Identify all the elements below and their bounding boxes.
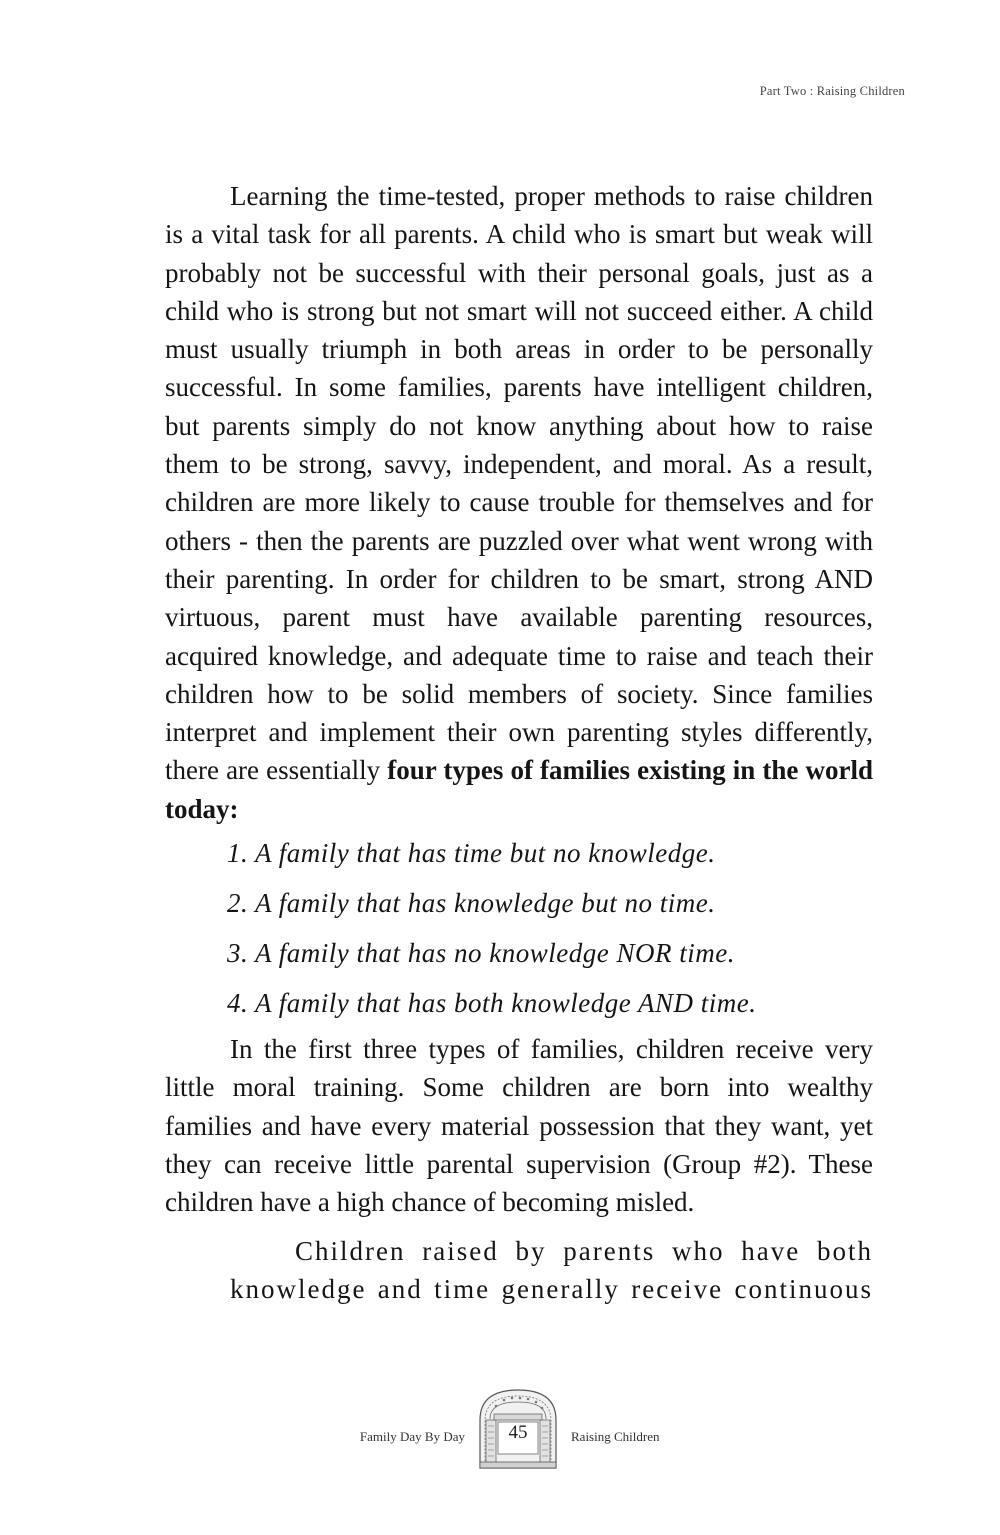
running-header: Part Two : Raising Children (759, 84, 905, 98)
page-body (165, 177, 873, 1308)
list-item-number: 1. (227, 838, 249, 869)
family-types-list (165, 828, 873, 1028)
footer-book-title: Family Day By Day (359, 1429, 465, 1444)
list-item (227, 878, 873, 928)
list-item (227, 828, 873, 878)
list-item-number: 4. (227, 988, 249, 1019)
list-item-number: 2. (227, 888, 249, 919)
list-item (227, 978, 873, 1028)
paragraph-intro-bold: four types of families existing in the world today: (165, 755, 873, 824)
footer-section-title: Raising Children (571, 1429, 660, 1444)
paragraph-intro (165, 177, 873, 828)
list-item (227, 928, 873, 978)
paragraph-first-three: In the first three types of families, children receive very little moral training. Some children are born into wealthy families and have every material possession that they want, yet they can receive little parental supervision (Group #2). These children have a high chance of becoming misled. (165, 1034, 873, 1218)
page-footer (0, 1386, 1000, 1471)
list-item-number: 3. (227, 938, 249, 969)
list-item-text: A family that has both knowledge AND time. (255, 988, 757, 1019)
list-item-text: A family that has time but no knowledge. (255, 838, 716, 869)
paragraph-both: Children raised by parents who have both knowledge and time generally receive continuous (230, 1235, 873, 1304)
paragraph-intro-text: Learning the time-tested, proper methods to raise children is a vital task for all parents. A child who is smart but weak will probably not be successful with their personal goals, just as a child who is strong but not smart will not succeed either. A child must usually triumph in both areas in order to be personally successful. In some families, parents have intelligent children, but parents simply do not know anything about how to raise them to be strong, savvy, independent, and moral. As a result, children are more likely to cause trouble for themselves and for others - then the parents are puzzled over what went wrong with their parenting. In order for children to be smart, strong AND virtuous, parent must have available parenting resources, acquired knowledge, and adequate time to raise and teach their children how to be solid members of society. Since families interpret and implement their own parenting styles differently, there are essentially (165, 181, 873, 786)
list-item-text: A family that has knowledge but no time. (255, 888, 716, 919)
list-item-text: A family that has no knowledge NOR time. (255, 938, 735, 969)
page-number: 45 (508, 1422, 528, 1443)
